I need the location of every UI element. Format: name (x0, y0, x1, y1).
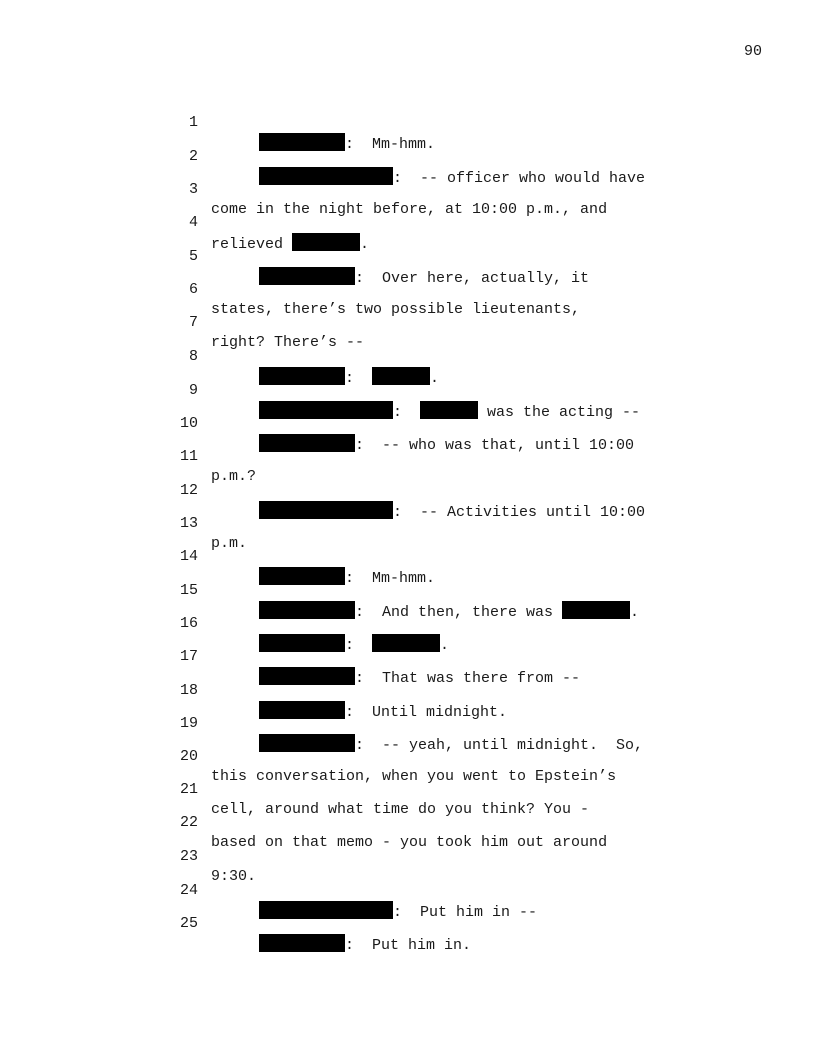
line-text: p.m.? (211, 468, 257, 485)
line-number: 2 (188, 148, 198, 165)
line-number: 6 (188, 281, 198, 298)
line-number: 23 (179, 848, 198, 865)
line-number: 5 (188, 248, 198, 265)
line-number: 4 (188, 214, 198, 231)
line-number: 24 (179, 882, 198, 899)
line-text: : -- who was that, until 10:00 (259, 434, 634, 456)
redaction-bar (259, 601, 355, 619)
line-text: come in the night before, at 10:00 p.m., and (211, 201, 608, 218)
transcript-line (0, 627, 581, 687)
transcript-line (0, 93, 436, 153)
line-number: 19 (179, 715, 198, 732)
line-text: right? There’s -- (211, 334, 365, 351)
line-text: : Mm-hmm. (259, 567, 435, 589)
line-text: : -- Activities until 10:00 (259, 501, 645, 523)
line-number: 18 (179, 682, 198, 699)
line-text: : Put him in -- (259, 901, 537, 923)
line-text: : -- officer who would have (259, 167, 645, 189)
redaction-bar (259, 667, 355, 685)
line-number: 25 (179, 915, 198, 932)
transcript-line (0, 494, 248, 552)
line-number: 11 (179, 448, 198, 465)
line-text: based on that memo - you took him out around (211, 834, 608, 851)
redaction-bar (259, 501, 393, 519)
line-number: 14 (179, 548, 198, 565)
line-number: 1 (188, 114, 198, 131)
line-text: : Put him in. (259, 934, 471, 956)
line-text: states, there’s two possible lieutenants, (211, 301, 581, 318)
line-number: 13 (179, 515, 198, 532)
line-text: : That was there from -- (259, 667, 580, 689)
transcript-line (0, 894, 472, 954)
page-number: 90 (744, 43, 763, 60)
line-text: : . (259, 634, 449, 656)
redaction-bar (259, 434, 355, 452)
line-text: 9:30. (211, 868, 257, 885)
redaction-bar (372, 634, 440, 652)
transcript-line (0, 827, 257, 885)
redaction-bar (259, 167, 393, 185)
transcript-line (0, 193, 370, 253)
line-number: 15 (179, 582, 198, 599)
line-number: 22 (179, 814, 198, 831)
line-number: 3 (188, 181, 198, 198)
redaction-bar (420, 401, 478, 419)
redaction-bar (259, 934, 345, 952)
transcript-line (0, 594, 450, 654)
line-text: : was the acting -- (259, 401, 640, 423)
line-text: cell, around what time do you think? You - (211, 801, 590, 818)
transcript-line (0, 694, 644, 754)
redaction-bar (259, 401, 393, 419)
line-text: : Mm-hmm. (259, 133, 435, 155)
redaction-bar (259, 901, 393, 919)
line-text: : And then, there was . (259, 601, 639, 623)
line-text: this conversation, when you went to Epstein’s (211, 768, 617, 785)
line-number: 10 (179, 415, 198, 432)
redaction-bar (372, 367, 430, 385)
transcript-line (0, 427, 257, 485)
line-text: : Until midnight. (259, 701, 507, 723)
transcript-line (0, 361, 641, 421)
redaction-bar (259, 567, 345, 585)
redaction-bar (292, 233, 360, 251)
redaction-bar (562, 601, 630, 619)
line-number: 16 (179, 615, 198, 632)
redaction-bar (259, 634, 345, 652)
line-number: 7 (188, 314, 198, 331)
line-text: relieved . (211, 233, 369, 255)
redaction-bar (259, 367, 345, 385)
line-text: : Over here, actually, it (259, 267, 589, 289)
line-text: p.m. (211, 535, 248, 552)
line-number: 9 (188, 382, 198, 399)
line-text: : . (259, 367, 439, 389)
redaction-bar (259, 734, 355, 752)
line-number: 21 (179, 781, 198, 798)
line-number: 17 (179, 648, 198, 665)
redaction-bar (259, 701, 345, 719)
redaction-bar (259, 267, 355, 285)
transcript-line (0, 293, 365, 351)
redaction-bar (259, 133, 345, 151)
line-number: 20 (179, 748, 198, 765)
line-number: 12 (179, 482, 198, 499)
line-number: 8 (188, 348, 198, 365)
line-text: : -- yeah, until midnight. So, (259, 734, 643, 756)
